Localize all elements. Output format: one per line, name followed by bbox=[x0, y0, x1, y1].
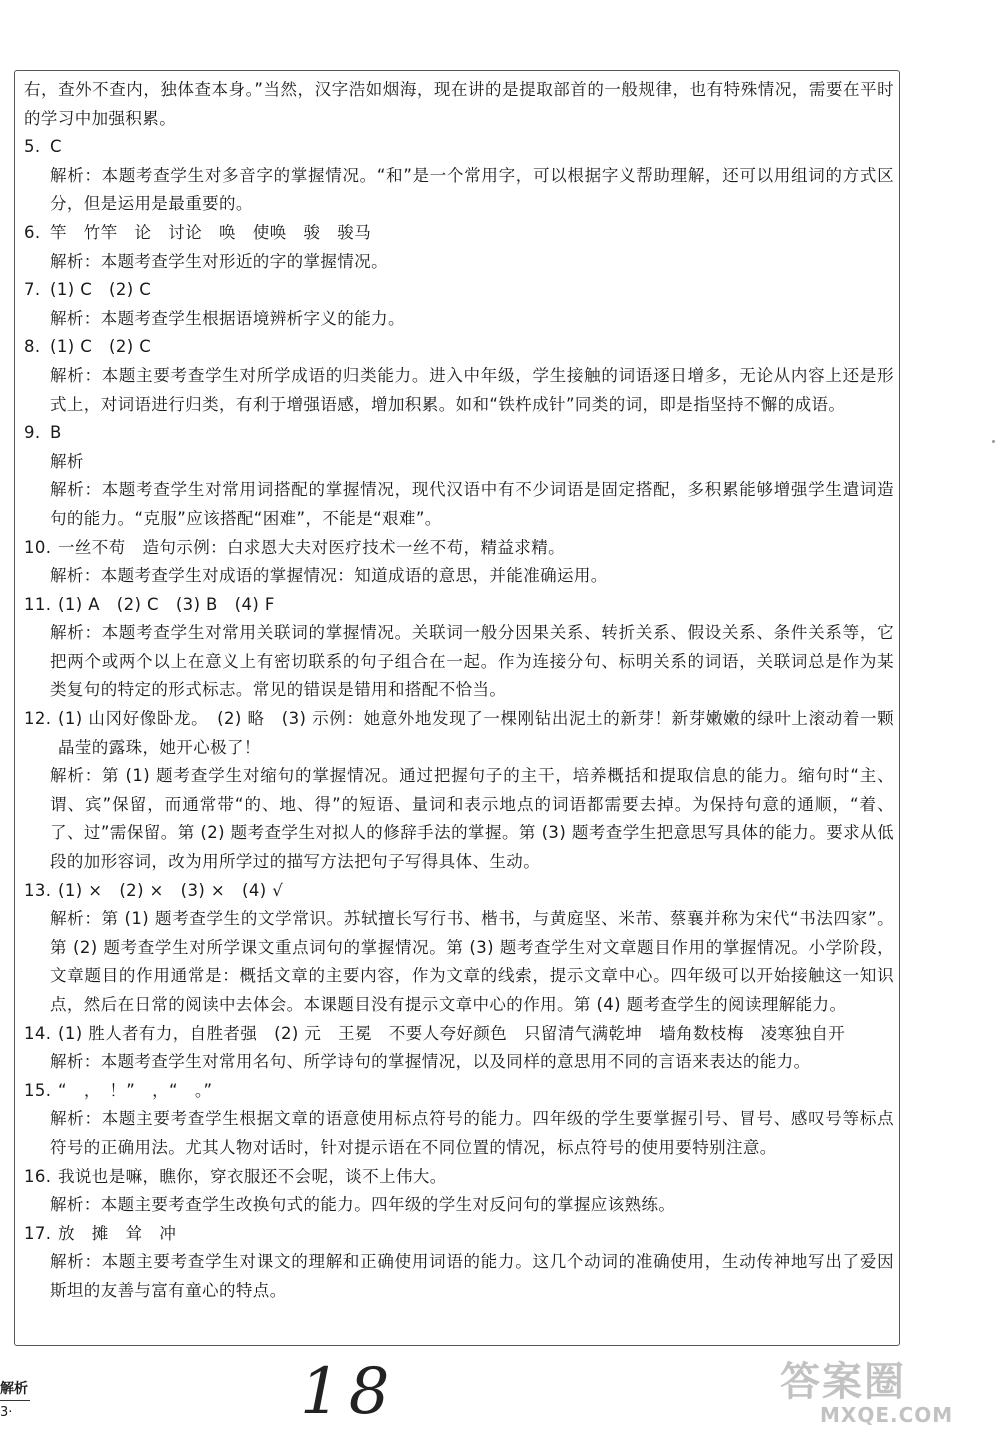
analysis-17: 解析：本题主要考查学生对课文的理解和正确使用词语的能力。这几个动词的准确使用，生动传神地写出了爱因斯坦的友善与富有童心的特点。 bbox=[50, 1252, 894, 1300]
analysis-6: 解析：本题考查学生对形近的字的掌握情况。 bbox=[50, 251, 388, 271]
question-6: 6. 竿 竹竿 论 讨论 唤 使唤 骏 骏马 bbox=[24, 222, 372, 242]
question-12: 12. (1) 山冈好像卧龙。 (2) 略 (3) 示例：她意外地发现了一棵刚钻出泥土的新芽！新芽嫩嫩的绿叶上滚动着一颗晶莹的露珠，她开心极了！ bbox=[24, 709, 894, 757]
analysis-8: 解析：本题主要考查学生对所学成语的归类能力。进入中年级，学生接触的词语逐日增多，无论从内容上还是形式上，对词语进行归类，有利于增强语感，增加积累。如和“铁杵成针”同类的词，即是指坚持不懈的成语。 bbox=[50, 365, 894, 414]
page-number: 3· bbox=[0, 1405, 13, 1420]
handwritten-page-number: 18 bbox=[300, 1355, 398, 1429]
answer-content bbox=[24, 76, 894, 1306]
scan-speck bbox=[992, 440, 995, 443]
watermark-logo-text: 答案圈 bbox=[780, 1359, 906, 1405]
analysis-11: 解析：本题考查学生对常用关联词的掌握情况。关联词一般分因果关系、转折关系、假设关系、条件关系等，它把两个或两个以上在意义上有密切联系的句子组合在一起。作为连接分句、标明关系的词语，关联词总是作为某类复句的特定的形式标志。常见的错误是错用和搭配不恰当。 bbox=[50, 623, 894, 700]
question-9: 9. B bbox=[24, 423, 62, 443]
analysis-14: 解析：本题考查学生对常用名句、所学诗句的掌握情况，以及同样的意思用不同的言语来表达的能力。 bbox=[50, 1052, 811, 1072]
question-13: 13. (1) × (2) × (3) × (4) √ bbox=[24, 880, 284, 900]
question-5: 5. C bbox=[24, 137, 62, 157]
question-10: 10. 一丝不苟 造句示例：白求恩大夫对医疗技术一丝不苟，精益求精。 bbox=[24, 537, 565, 557]
question-16: 16. 我说也是嘛，瞧你，穿衣服还不会呢，谈不上伟大。 bbox=[24, 1166, 447, 1186]
site-watermark bbox=[780, 1350, 990, 1428]
analysis-13: 解析：第 (1) 题考查学生的文学常识。苏轼擅长写行书、楷书，与黄庭坚、米芾、蔡襄并称为宋代“书法四家”。第 (2) 题考查学生对所学课文重点词句的掌握情况。第 (3) 题考查学生对文章题目作用的掌握情况。小学阶段，文章题目的作用通常是：概括文章的主要内容，作为文章的线索，提示文章中心。四年级可以开始接触这一知识点，然后在日常的阅读中去体会。本课题目没有提示文章中心的作用。第 (4) 题考查学生的阅读理解能力。 bbox=[50, 909, 894, 1014]
analysis-7: 解析：本题考查学生根据语境辨析字义的能力。 bbox=[50, 308, 405, 328]
analysis-12: 解析：第 (1) 题考查学生对缩句的掌握情况。通过把握句子的主干，培养概括和提取信息的能力。缩句时“主、谓、宾”保留，而通常带“的、地、得”的短语、量词和表示地点的词语都需要去掉。为保持句意的通顺，“着、了、过”需保留。第 (2) 题考查学生对拟人的修辞手法的掌握。第 (3) 题考查学生把意思写具体的能力。要求从低段的加形容词，改为用所学过的描写方法把句子写得具体、生动。 bbox=[50, 766, 894, 872]
question-14: 14. (1) 胜人者有力，自胜者强 (2) 元 王冕 不要人夸好颜色 只留清气满乾坤 墙角数枝梅 凌寒独自开 bbox=[24, 1023, 846, 1043]
analysis-5: 解析：本题考查学生对多音字的掌握情况。“和”是一个常用字，可以根据字义帮助理解，还可以用组词的方式区分，但是运用是最重要的。 bbox=[50, 165, 894, 214]
analysis-10: 解析：本题考查学生对成语的掌握情况：知道成语的意思，并能准确运用。 bbox=[50, 566, 608, 586]
continuation-text: 右，查外不查内，独体查本身。”当然，汉字浩如烟海，现在讲的是提取部首的一般规律，也有特殊情况，需要在平时的学习中加强积累。 bbox=[24, 80, 894, 128]
question-17: 17. 放 摊 耸 冲 bbox=[24, 1223, 177, 1243]
question-15: 15. “ ， ！” ，“ 。” bbox=[24, 1080, 213, 1100]
footer-section-label: 解析 bbox=[0, 1378, 30, 1401]
watermark-url: MXQE.COM bbox=[820, 1403, 954, 1427]
analysis-9-head: 解析 bbox=[50, 451, 84, 471]
question-8: 8. (1) C (2) C bbox=[24, 337, 152, 357]
question-11: 11. (1) A (2) C (3) B (4) F bbox=[24, 594, 275, 614]
analysis-9: 解析：本题考查学生对常用词搭配的掌握情况，现代汉语中有不少词语是固定搭配，多积累能够增强学生遣词造句的能力。“克服”应该搭配“困难”，不能是“艰难”。 bbox=[50, 480, 894, 528]
question-7: 7. (1) C (2) C bbox=[24, 280, 152, 300]
analysis-15: 解析：本题主要考查学生根据文章的语意使用标点符号的能力。四年级的学生要掌握引号、冒号、感叹号等标点符号的正确用法。尤其人物对话时，针对提示语在不同位置的情况，标点符号的使用要特别注意。 bbox=[50, 1109, 894, 1157]
analysis-16: 解析：本题主要考查学生改换句式的能力。四年级的学生对反问句的掌握应该熟练。 bbox=[50, 1195, 676, 1215]
